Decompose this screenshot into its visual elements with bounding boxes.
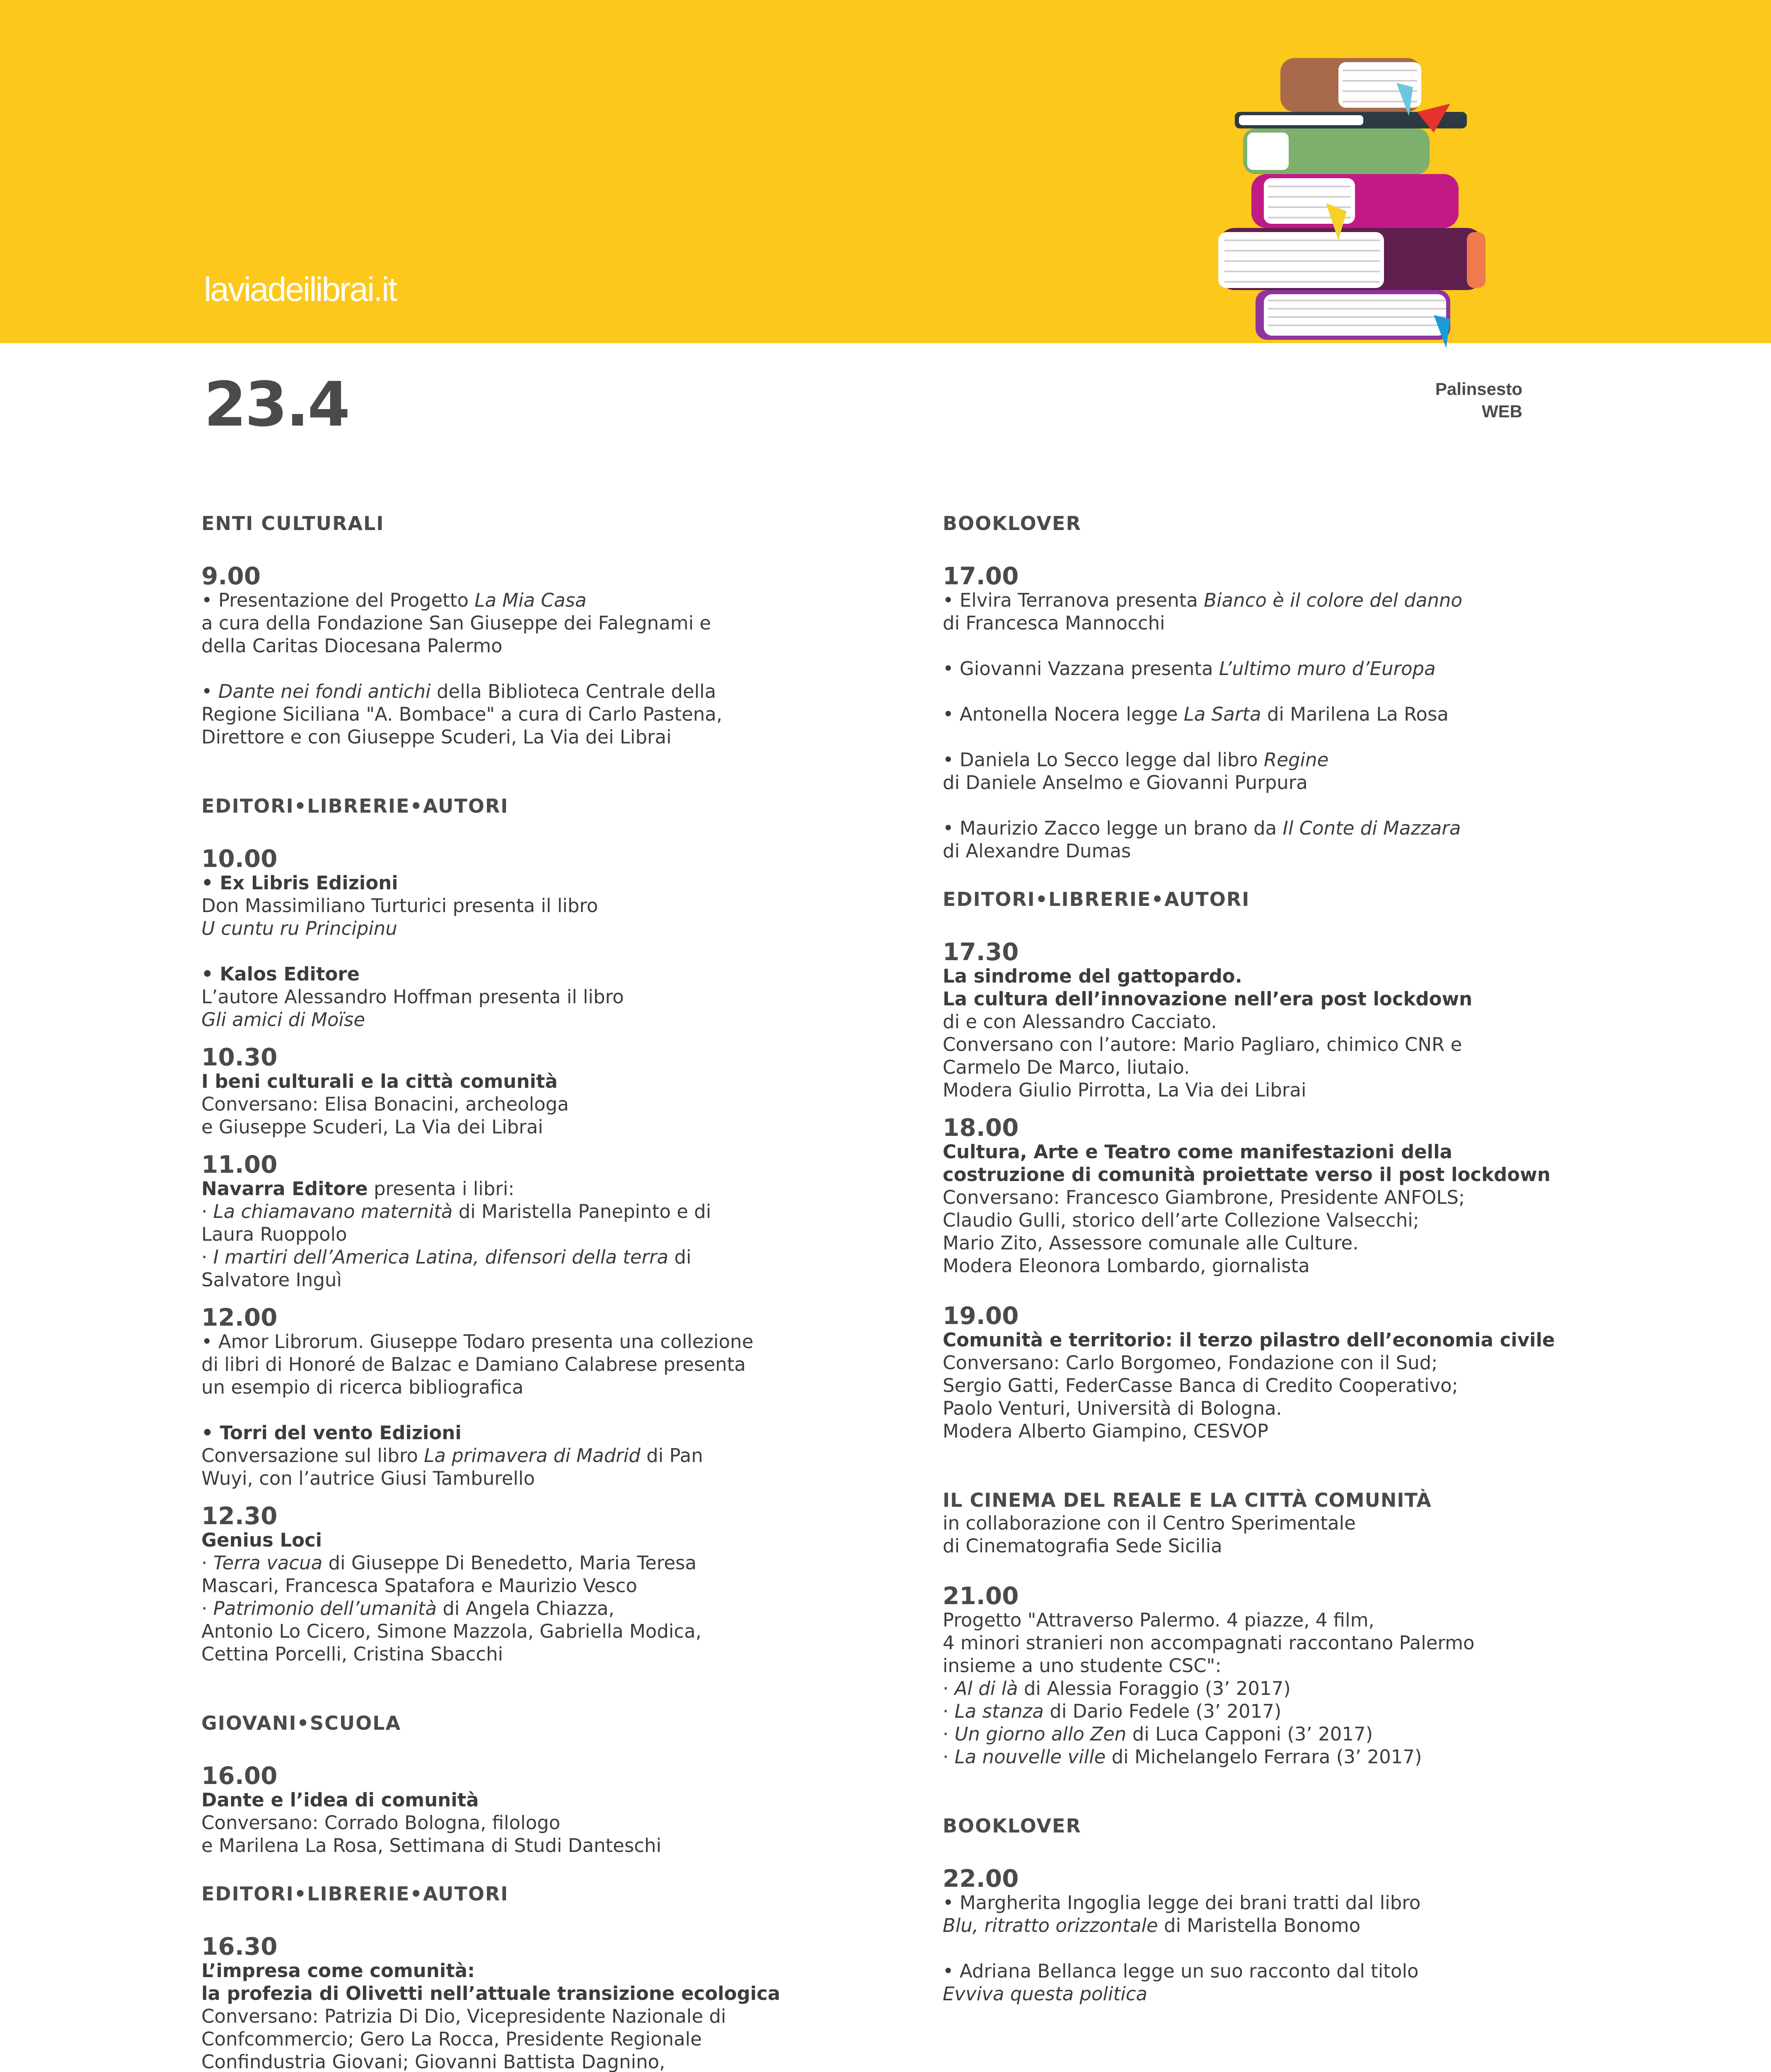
time-slot: 9.00 — [201, 562, 261, 590]
event-line: Genius Loci — [201, 1529, 322, 1551]
event-line: Modera Eleonora Lombardo, giornalista — [943, 1255, 1310, 1277]
event-line: Antonio Lo Cicero, Simone Mazzola, Gabriella Modica, — [201, 1620, 702, 1642]
event-line: Sergio Gatti, FederCasse Banca di Credito Cooperativo; — [943, 1375, 1458, 1397]
event-line: • Presentazione del Progetto La Mia Casa — [201, 589, 587, 611]
event-line: La cultura dell’innovazione nell’era post lockdown — [943, 988, 1473, 1010]
event-line: · La stanza di Dario Fedele (3’ 2017) — [943, 1700, 1282, 1722]
event-line: Mascari, Francesca Spatafora e Maurizio Vesco — [201, 1575, 637, 1597]
event-line: Modera Giulio Pirrotta, La Via dei Librai — [943, 1079, 1306, 1101]
event-line: Navarra Editore presenta i libri: — [201, 1178, 515, 1200]
event-line: Laura Ruoppolo — [201, 1223, 347, 1245]
event-line: in collaborazione con il Centro Sperimentale — [943, 1512, 1356, 1534]
event-line: • Ex Libris Edizioni — [201, 872, 398, 894]
time-slot: 18.00 — [943, 1113, 1019, 1142]
event-line: · I martiri dell’America Latina, difensori della terra di — [201, 1246, 692, 1268]
time-slot: 21.00 — [943, 1582, 1019, 1610]
event-line: Conversano: Francesco Giambrone, Presidente ANFOLS; — [943, 1186, 1465, 1208]
event-line: Carmelo De Marco, liutaio. — [943, 1056, 1190, 1078]
event-line: Conversano: Patrizia Di Dio, Vicepresidente Nazionale di — [201, 2005, 726, 2027]
event-line: • Torri del vento Edizioni — [201, 1422, 462, 1444]
event-line: • Antonella Nocera legge La Sarta di Marilena La Rosa — [943, 703, 1449, 725]
section-title: ENTI CULTURALI — [201, 512, 385, 535]
event-line: Dante e l’idea di comunità — [201, 1789, 479, 1811]
event-line: Evviva questa politica — [943, 1983, 1148, 2005]
section-title: GIOVANI•SCUOLA — [201, 1712, 402, 1734]
event-line: la profezia di Olivetti nell’attuale transizione ecologica — [201, 1982, 780, 2004]
event-line: Conversano: Corrado Bologna, filologo — [201, 1812, 561, 1834]
event-line: Cettina Porcelli, Cristina Sbacchi — [201, 1643, 503, 1665]
palinsesto-text: Palinsesto — [1435, 379, 1522, 399]
event-line: Comunità e territorio: il terzo pilastro dell’economia civile — [943, 1329, 1555, 1351]
section-title: IL CINEMA DEL REALE E LA CITTÀ COMUNITÀ — [943, 1489, 1432, 1511]
time-slot: 16.30 — [201, 1932, 278, 1961]
event-date: 23.4 — [204, 369, 349, 440]
event-line: costruzione di comunità proiettate verso il post lockdown — [943, 1164, 1551, 1186]
event-line: • Dante nei fondi antichi della Biblioteca Centrale della — [201, 680, 716, 702]
event-line: • Margherita Ingoglia legge dei brani tratti dal libro — [943, 1892, 1421, 1914]
event-line: Salvatore Inguì — [201, 1269, 342, 1291]
event-line: • Daniela Lo Secco legge dal libro Regine — [943, 749, 1329, 771]
event-line: e Marilena La Rosa, Settimana di Studi Danteschi — [201, 1835, 661, 1857]
event-line: • Maurizio Zacco legge un brano da Il Conte di Mazzara — [943, 817, 1461, 839]
event-line: un esempio di ricerca bibliografica — [201, 1376, 524, 1398]
time-slot: 10.30 — [201, 1043, 278, 1071]
event-line: Conversazione sul libro La primavera di Madrid di Pan — [201, 1445, 703, 1467]
event-line: • Kalos Editore — [201, 963, 360, 985]
event-line: 4 minori stranieri non accompagnati raccontano Palermo — [943, 1632, 1475, 1654]
event-line: • Adriana Bellanca legge un suo racconto dal titolo — [943, 1960, 1419, 1982]
time-slot: 12.00 — [201, 1303, 278, 1331]
event-line: Conversano: Carlo Borgomeo, Fondazione con il Sud; — [943, 1352, 1438, 1374]
event-line: L’impresa come comunità: — [201, 1960, 475, 1982]
section-title: EDITORI•LIBRERIE•AUTORI — [943, 888, 1250, 910]
time-slot: 17.00 — [943, 562, 1019, 590]
event-line: Gli amici di Moïse — [201, 1009, 365, 1031]
event-line: Direttore e con Giuseppe Scuderi, La Via dei Librai — [201, 726, 672, 748]
event-line: · Un giorno allo Zen di Luca Capponi (3’ 2017) — [943, 1723, 1373, 1745]
event-line: Confindustria Giovani; Giovanni Battista Dagnino, — [201, 2051, 665, 2072]
event-line: a cura della Fondazione San Giuseppe dei Falegnami e — [201, 612, 711, 634]
event-line: · La chiamavano maternità di Maristella Panepinto e di — [201, 1201, 711, 1222]
event-line: La sindrome del gattopardo. — [943, 965, 1242, 987]
books-stack-illustration — [1202, 50, 1525, 365]
time-slot: 16.00 — [201, 1762, 278, 1790]
event-line: Cultura, Arte e Teatro come manifestazioni della — [943, 1141, 1452, 1163]
event-line: Don Massimiliano Turturici presenta il libro — [201, 895, 598, 917]
event-line: Modera Alberto Giampino, CESVOP — [943, 1420, 1268, 1442]
event-line: Blu, ritratto orizzontale di Maristella Bonomo — [943, 1915, 1361, 1936]
time-slot: 12.30 — [201, 1502, 278, 1530]
event-line: · La nouvelle ville di Michelangelo Ferrara (3’ 2017) — [943, 1746, 1422, 1768]
event-line: L’autore Alessandro Hoffman presenta il libro — [201, 986, 624, 1008]
event-line: Confcommercio; Gero La Rocca, Presidente Regionale — [201, 2028, 702, 2050]
event-line: Claudio Gulli, storico dell’arte Collezione Valsecchi; — [943, 1209, 1419, 1231]
time-slot: 10.00 — [201, 845, 278, 873]
event-line: di libri di Honoré de Balzac e Damiano Calabrese presenta — [201, 1353, 746, 1375]
event-line: · Terra vacua di Giuseppe Di Benedetto, Maria Teresa — [201, 1552, 697, 1574]
event-line: • Giovanni Vazzana presenta L’ultimo muro d’Europa — [943, 658, 1436, 680]
event-line: U cuntu ru Principinu — [201, 917, 397, 939]
event-line: della Caritas Diocesana Palermo — [201, 635, 503, 657]
left-column — [201, 512, 881, 2072]
site-url[interactable]: laviadeilibrai.it — [204, 271, 397, 308]
event-line: di Daniele Anselmo e Giovanni Purpura — [943, 772, 1308, 794]
event-line: Conversano: Elisa Bonacini, archeologa — [201, 1093, 569, 1115]
time-slot: 17.30 — [943, 938, 1019, 966]
event-line: · Al di là di Alessia Foraggio (3’ 2017) — [943, 1677, 1291, 1699]
event-line: e Giuseppe Scuderi, La Via dei Librai — [201, 1116, 543, 1138]
event-line: Conversano con l’autore: Mario Pagliaro, chimico CNR e — [943, 1034, 1462, 1055]
event-line: • Elvira Terranova presenta Bianco è il colore del danno — [943, 589, 1463, 611]
event-line: di e con Alessandro Cacciato. — [943, 1011, 1217, 1033]
event-line: di Alexandre Dumas — [943, 840, 1131, 862]
time-slot: 22.00 — [943, 1864, 1019, 1893]
event-line: I beni culturali e la città comunità — [201, 1070, 558, 1092]
event-line: Wuyi, con l’autrice Giusi Tamburello — [201, 1467, 535, 1489]
event-line: Mario Zito, Assessore comunale alle Culture. — [943, 1232, 1359, 1254]
section-title: BOOKLOVER — [943, 1815, 1081, 1837]
event-line: di Francesca Mannocchi — [943, 612, 1165, 634]
event-line: insieme a uno studente CSC": — [943, 1655, 1222, 1677]
right-column — [943, 512, 1622, 2005]
event-line: · Patrimonio dell’umanità di Angela Chiazza, — [201, 1598, 615, 1619]
web-text: WEB — [1482, 402, 1522, 421]
event-line: Regione Siciliana "A. Bombace" a cura di Carlo Pastena, — [201, 703, 723, 725]
palinsesto-label — [1435, 378, 1522, 423]
section-title: BOOKLOVER — [943, 512, 1081, 535]
event-line: Paolo Venturi, Università di Bologna. — [943, 1397, 1282, 1419]
time-slot: 11.00 — [201, 1150, 278, 1179]
event-line: • Amor Librorum. Giuseppe Todaro presenta una collezione — [201, 1331, 754, 1353]
section-title: EDITORI•LIBRERIE•AUTORI — [201, 795, 509, 817]
event-line: di Cinematografia Sede Sicilia — [943, 1535, 1222, 1557]
time-slot: 19.00 — [943, 1302, 1019, 1330]
event-line: Progetto "Attraverso Palermo. 4 piazze, 4 film, — [943, 1609, 1374, 1631]
section-title: EDITORI•LIBRERIE•AUTORI — [201, 1883, 509, 1905]
